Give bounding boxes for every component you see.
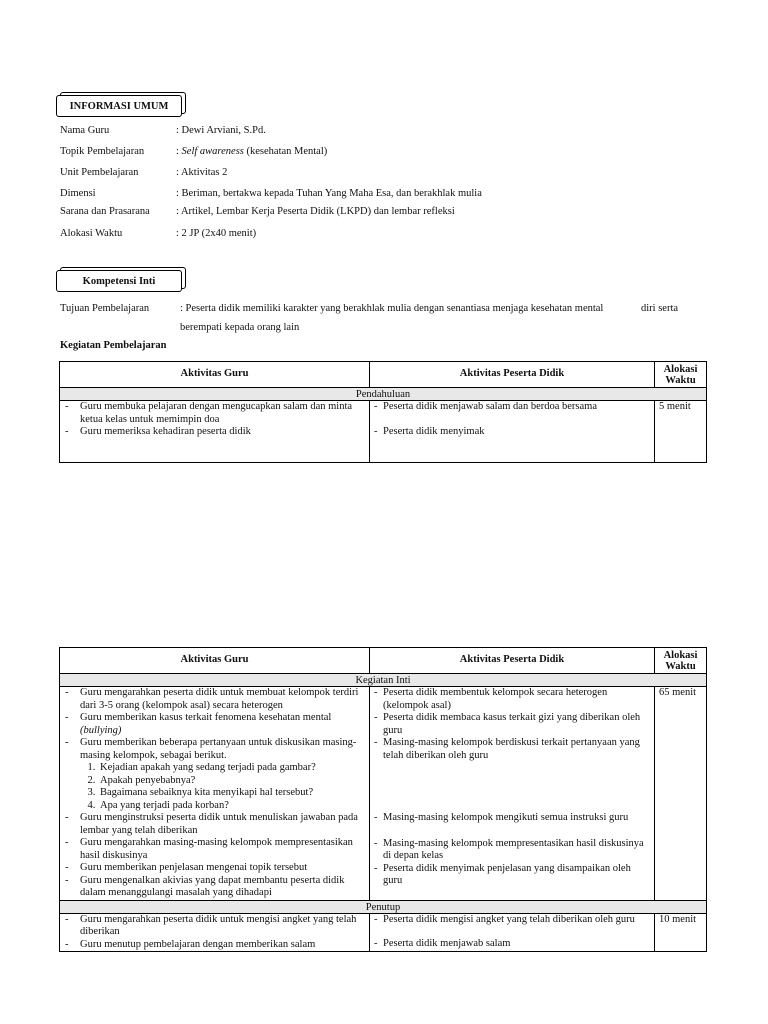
- siswa-cell: [370, 687, 655, 901]
- kompetensi-inti-heading: Kompetensi Inti: [56, 270, 182, 292]
- list-item: - Peserta didik menyimak: [374, 426, 650, 439]
- waktu-cell: 10 menit: [655, 913, 707, 952]
- tabel-pendahuluan: [59, 361, 707, 463]
- tujuan-text-tail: diri serta: [641, 303, 679, 314]
- siswa-cell: [370, 401, 655, 463]
- phase-row: [60, 900, 707, 913]
- info-row-unit: [60, 167, 700, 181]
- waktu-cell: 5 menit: [655, 401, 707, 463]
- info-label: Dimensi: [60, 188, 96, 199]
- list-item: - Masing-masing kelompok mengikuti semua instruksi guru: [374, 812, 650, 825]
- informasi-umum-heading: INFORMASI UMUM: [56, 95, 182, 117]
- phase-penutup: Penutup: [60, 900, 707, 913]
- header-aktivitas-guru: Aktivitas Guru: [60, 648, 370, 674]
- info-row-topik: [60, 146, 700, 160]
- question-item: 4. Apa yang terjadi pada korban?: [98, 800, 365, 813]
- tujuan-text-line2: berempati kepada orang lain: [180, 322, 300, 333]
- list-item: - Masing-masing kelompok berdiskusi terkait pertanyaan yang telah diberikan oleh guru: [374, 737, 650, 762]
- info-row-sarana: [60, 206, 700, 220]
- header-aktivitas-siswa: Aktivitas Peserta Didik: [370, 648, 655, 674]
- siswa-cell: [370, 913, 655, 952]
- info-label: Sarana dan Prasarana: [60, 206, 150, 217]
- header-aktivitas-siswa: Aktivitas Peserta Didik: [370, 362, 655, 388]
- tujuan-label: Tujuan Pembelajaran: [60, 303, 150, 314]
- info-label: Unit Pembelajaran: [60, 167, 139, 178]
- list-item: - Guru menutup pembelajaran dengan memberikan salam: [64, 939, 365, 952]
- info-label: Nama Guru: [60, 125, 110, 136]
- list-item: - Guru memberikan beberapa pertanyaan untuk diskusikan masing-masing kelompok, sebagai berikut. 1. Kejadian apakah yang sedang terjadi pada gambar? 2. Apakah penyebabnya? 3. Bagaimana sebaiknya kita menyikapi hal tersebut? 4. Apa yang terjadi pada korban?: [64, 737, 365, 812]
- phase-pendahuluan: Pendahuluan: [60, 388, 707, 401]
- list-item: - Guru memberikan kasus terkait fenomena kesehatan mental (bullying): [64, 712, 365, 737]
- informasi-umum-heading-box: [56, 95, 182, 117]
- question-list: [80, 762, 365, 812]
- table-header-row: [60, 648, 707, 674]
- table-header-row: [60, 362, 707, 388]
- question-item: 1. Kejadian apakah yang sedang terjadi pada gambar?: [98, 762, 365, 775]
- info-value: : Self awareness (kesehatan Mental): [176, 146, 328, 157]
- info-row-dimensi: [60, 188, 700, 202]
- list-item: - Guru mengenalkan akivias yang dapat membantu peserta didik dalam menanggulangi masalah yang dihadapi: [64, 875, 365, 900]
- header-aktivitas-guru: Aktivitas Guru: [60, 362, 370, 388]
- info-value: : 2 JP (2x40 menit): [176, 228, 257, 239]
- list-item: - Guru mengarahkan masing-masing kelompok mempresentasikan hasil diskusinya: [64, 837, 365, 862]
- info-value: : Aktivitas 2: [176, 167, 228, 178]
- table-row: [60, 401, 707, 463]
- info-value: : Beriman, bertakwa kepada Tuhan Yang Maha Esa, dan berakhlak mulia: [176, 188, 482, 199]
- question-item: 3. Bagaimana sebaiknya kita menyikapi hal tersebut?: [98, 787, 365, 800]
- info-value-italic: Self awareness: [181, 146, 244, 157]
- header-alokasi: Alokasi Waktu: [655, 362, 707, 388]
- phase-kegiatan-inti: Kegiatan Inti: [60, 674, 707, 687]
- kompetensi-inti-heading-box: [56, 270, 182, 292]
- list-item: - Guru memeriksa kehadiran peserta didik: [64, 426, 365, 439]
- table-row: [60, 687, 707, 901]
- phase-row: [60, 674, 707, 687]
- list-item: - Peserta didik membentuk kelompok secara heterogen (kelompok asal): [374, 687, 650, 712]
- guru-cell: [60, 401, 370, 463]
- kegiatan-title: Kegiatan Pembelajaran: [60, 340, 167, 351]
- list-item: - Guru memberikan penjelasan mengenai topik tersebut: [64, 862, 365, 875]
- list-item: - Guru membuka pelajaran dengan mengucapkan salam dan minta ketua kelas untuk memimpin doa: [64, 401, 365, 426]
- list-item: - Guru mengarahkan peserta didik untuk mengisi angket yang telah diberikan: [64, 914, 365, 939]
- tabel-kegiatan-inti: [59, 647, 707, 952]
- list-item: - Peserta didik menjawab salam dan berdoa bersama: [374, 401, 650, 414]
- list-item: - Peserta didik membaca kasus terkait gizi yang diberikan oleh guru: [374, 712, 650, 737]
- info-row-alokasi: [60, 228, 700, 242]
- list-item: - Peserta didik menyimak penjelasan yang disampaikan oleh guru: [374, 863, 650, 888]
- question-item: 2. Apakah penyebabnya?: [98, 775, 365, 788]
- waktu-cell: 65 menit: [655, 687, 707, 901]
- info-value: : Artikel, Lembar Kerja Peserta Didik (LKPD) dan lembar refleksi: [176, 206, 455, 217]
- tujuan-text: : Peserta didik memiliki karakter yang berakhlak mulia dengan senantiasa menjaga kesehatan mental: [180, 303, 604, 314]
- info-label: Alokasi Waktu: [60, 228, 123, 239]
- header-alokasi: Alokasi Waktu: [655, 648, 707, 674]
- list-item: - Guru mengarahkan peserta didik untuk membuat kelompok terdiri dari 3-5 orang (kelompok asal) secara heterogen: [64, 687, 365, 712]
- info-value: : Dewi Arviani, S.Pd.: [176, 125, 266, 136]
- list-item: - Peserta didik menjawab salam: [374, 938, 650, 951]
- list-item: - Guru menginstruksi peserta didik untuk menuliskan jawaban pada lembar yang telah diberikan: [64, 812, 365, 837]
- guru-cell: [60, 913, 370, 952]
- guru-cell: [60, 687, 370, 901]
- list-item: - Masing-masing kelompok mempresentasikan hasil diskusinya di depan kelas: [374, 838, 650, 863]
- table-row: [60, 913, 707, 952]
- phase-row: [60, 388, 707, 401]
- info-row-nama-guru: [60, 125, 700, 139]
- info-label: Topik Pembelajaran: [60, 146, 145, 157]
- list-item: - Peserta didik mengisi angket yang telah diberikan oleh guru: [374, 914, 650, 927]
